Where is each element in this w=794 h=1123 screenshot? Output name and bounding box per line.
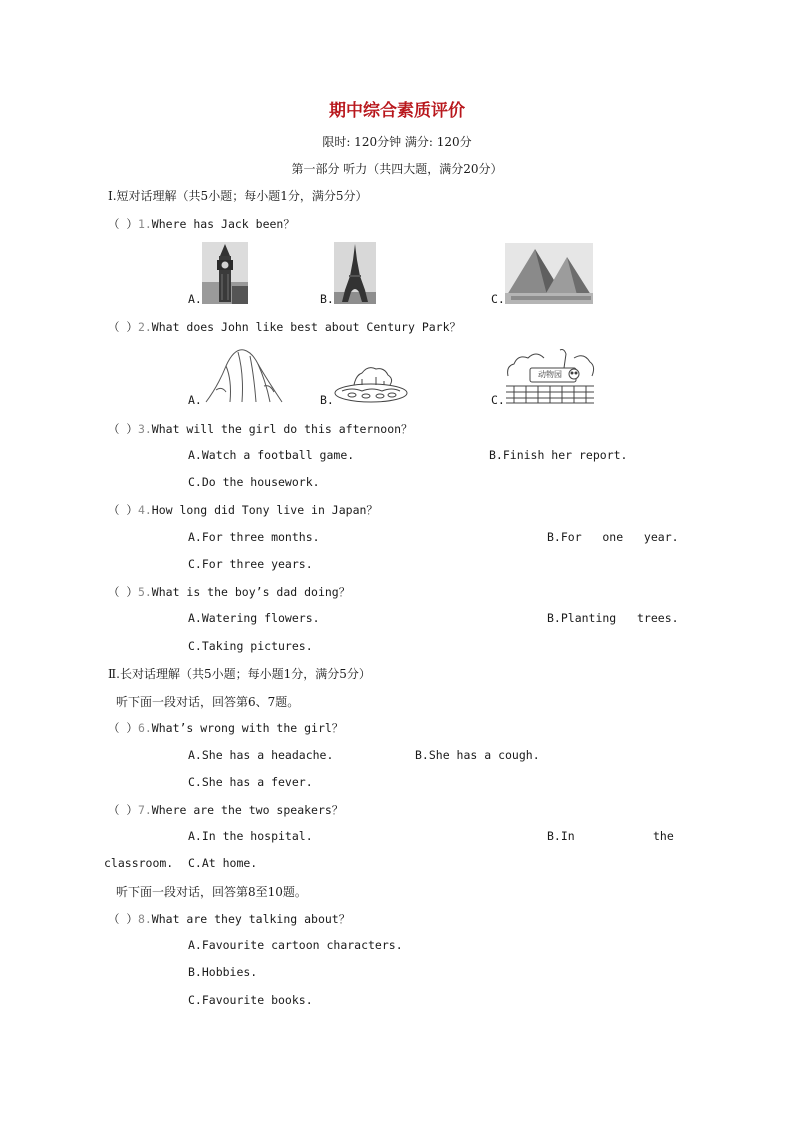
eiffel-tower-image	[334, 242, 376, 304]
option-8c: C.Favourite books.	[188, 993, 313, 1007]
option-2a-label: A.	[188, 393, 202, 407]
zoo-gate-image	[504, 346, 596, 404]
option-5c: C.Taking pictures.	[188, 639, 313, 653]
question-6	[108, 720, 343, 736]
big-ben-image	[202, 242, 248, 304]
answer-blank: （ ）	[108, 803, 138, 817]
question-8	[108, 911, 350, 927]
option-3c: C.Do the housework.	[188, 475, 320, 489]
zoo-sign-text: 动物园	[538, 370, 562, 379]
question-number: 5.	[137, 585, 152, 599]
option-2c-label: C.	[491, 393, 505, 407]
option-7b-part3: classroom.	[104, 856, 174, 870]
option-8a: A.Favourite cartoon characters.	[188, 938, 403, 952]
question-number: 2.	[137, 320, 152, 334]
option-6a: A.She has a headache.	[188, 748, 334, 762]
option-2b-label: B.	[320, 393, 334, 407]
option-7c: C.At home.	[188, 856, 258, 870]
question-text: Where are the two speakers？	[151, 803, 344, 817]
question-number: 3.	[137, 422, 152, 436]
time-limit-line: 限时: 120分钟 满分: 120分	[322, 135, 472, 149]
page-title: 期中综合素质评价	[329, 101, 465, 121]
section2-intro-6-7: 听下面一段对话，回答第6、7题。	[116, 695, 300, 709]
option-8b: B.Hobbies.	[188, 965, 258, 979]
question-text: What does John like best about Century Park？	[151, 320, 462, 334]
question-5	[108, 584, 350, 600]
option-7b-part1: B.In	[547, 829, 575, 843]
section2-intro-8-10: 听下面一段对话，回答第8至10题。	[116, 885, 307, 899]
option-5a: A.Watering flowers.	[188, 611, 320, 625]
answer-blank: （ ）	[108, 320, 138, 334]
lake-island-image	[332, 355, 410, 404]
section1-heading: Ⅰ.短对话理解（共5小题；每小题1分，满分5分）	[108, 189, 368, 203]
question-text: What is the boy’s dad doing？	[151, 585, 351, 599]
answer-blank: （ ）	[108, 585, 138, 599]
option-6c: C.She has a fever.	[188, 775, 313, 789]
pyramids-image	[505, 243, 593, 304]
option-4c: C.For three years.	[188, 557, 313, 571]
option-7a: A.In the hospital.	[188, 829, 313, 843]
question-number: 6.	[137, 721, 152, 735]
option-3a: A.Watch a football game.	[188, 448, 355, 462]
mountains-image	[204, 346, 284, 404]
question-7	[108, 802, 343, 818]
question-number: 7.	[137, 803, 152, 817]
question-text: What will the girl do this afternoon？	[151, 422, 413, 436]
question-number: 8.	[137, 912, 152, 926]
part-heading: 第一部分 听力（共四大题，满分20分）	[291, 162, 503, 176]
question-number: 1.	[137, 217, 152, 231]
option-1a-label: A.	[188, 292, 202, 306]
option-1b-label: B.	[320, 292, 334, 306]
option-4b: B.For one year.	[547, 530, 679, 544]
question-text: What are they talking about？	[151, 912, 351, 926]
answer-blank: （ ）	[108, 912, 138, 926]
question-1	[108, 216, 295, 232]
answer-blank: （ ）	[108, 503, 138, 517]
option-5b: B.Planting trees.	[547, 611, 679, 625]
question-text: How long did Tony live in Japan？	[151, 503, 378, 517]
option-7b-part2: the	[653, 829, 674, 843]
section2-heading: Ⅱ.长对话理解（共5小题；每小题1分，满分5分）	[108, 667, 371, 681]
option-4a: A.For three months.	[188, 530, 320, 544]
question-2	[108, 319, 461, 335]
option-1c-label: C.	[491, 292, 505, 306]
question-4	[108, 502, 378, 518]
question-text: What’s wrong with the girl？	[151, 721, 344, 735]
answer-blank: （ ）	[108, 721, 138, 735]
question-number: 4.	[137, 503, 152, 517]
answer-blank: （ ）	[108, 422, 138, 436]
answer-blank: （ ）	[108, 217, 138, 231]
option-3b: B.Finish her report.	[489, 448, 628, 462]
question-3	[108, 421, 413, 437]
question-text: Where has Jack been？	[151, 217, 295, 231]
option-6b: B.She has a cough.	[415, 748, 540, 762]
